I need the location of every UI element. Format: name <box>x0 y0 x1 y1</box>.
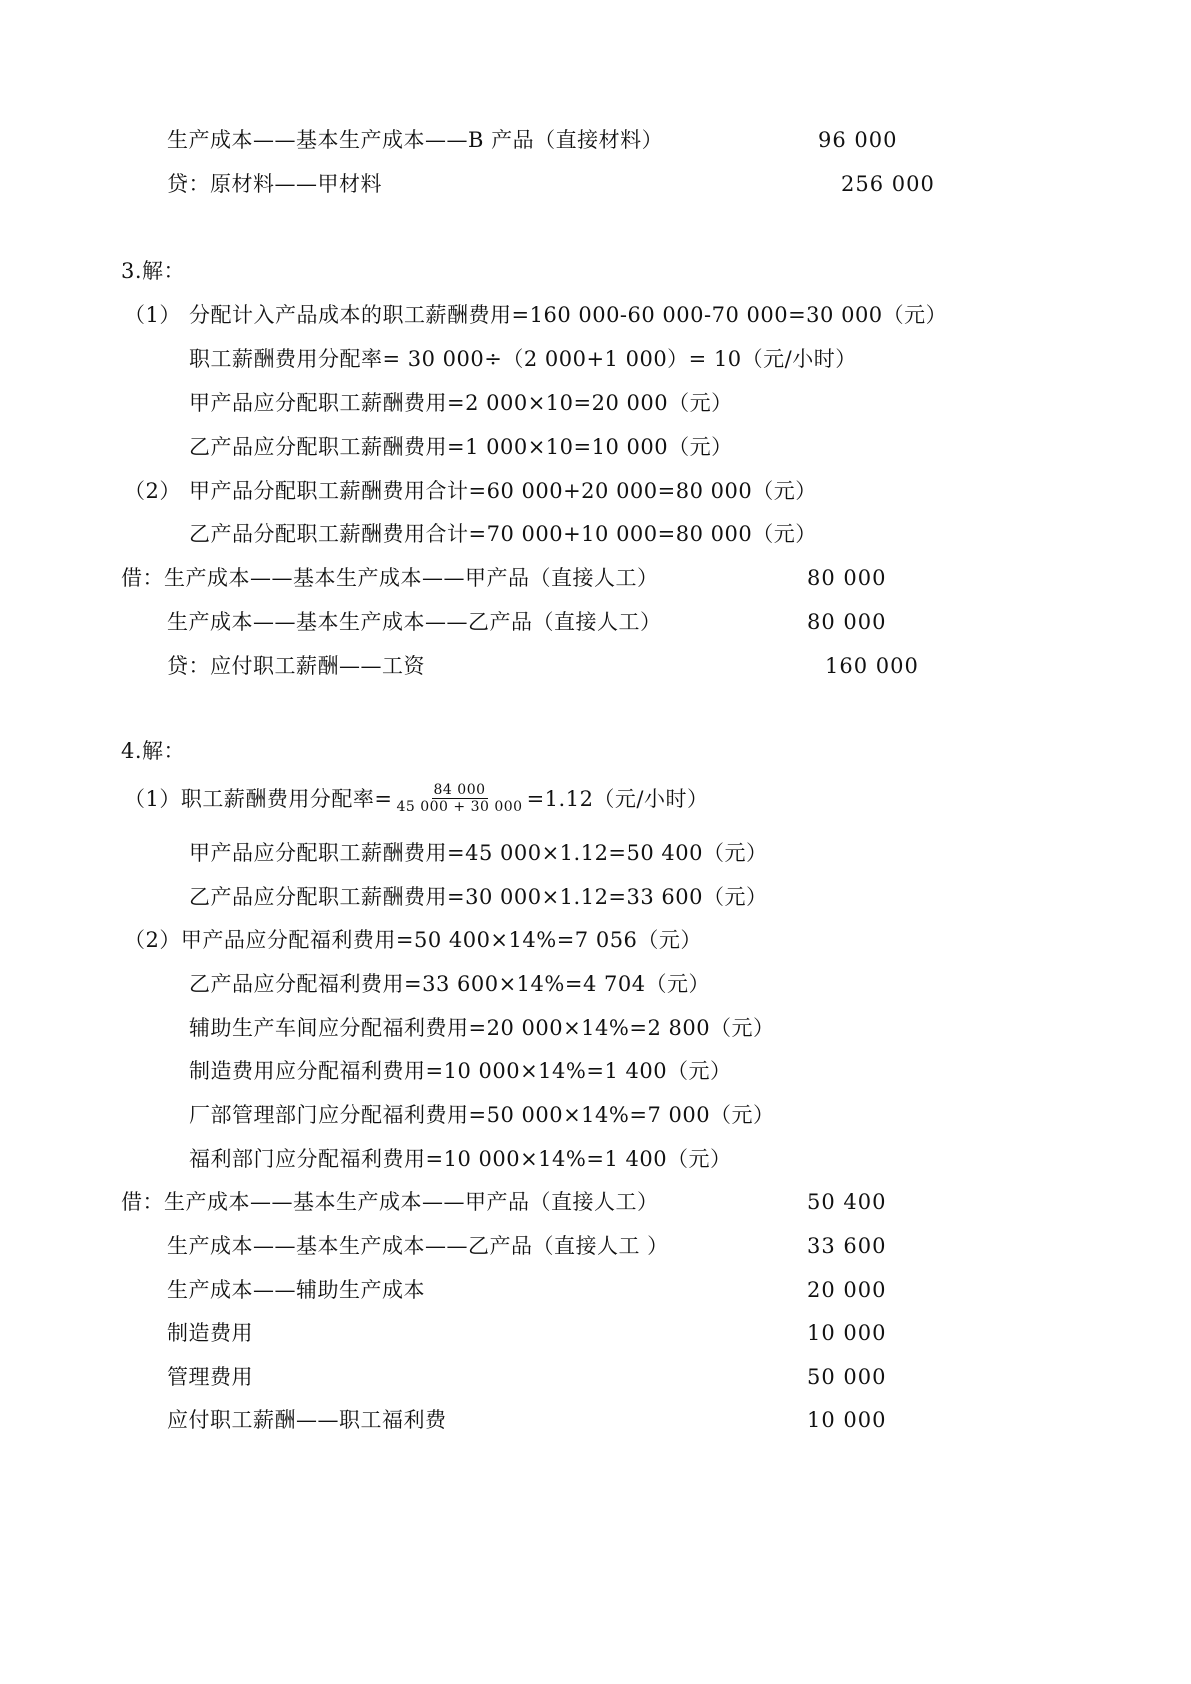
section4-part2-line3: 辅助生产车间应分配福利费用=20 000×14%=2 800（元） <box>189 1016 775 1040</box>
section3-part1-line3: 甲产品应分配职工薪酬费用=2 000×10=20 000（元） <box>189 391 733 415</box>
section4-rate-prefix: （1）职工薪酬费用分配率= <box>124 787 393 811</box>
section3-debit2: 生产成本——基本生产成本——乙产品（直接人工） <box>167 610 662 634</box>
section3-part1-marker: （1） <box>124 303 181 327</box>
section4-entry-label: 制造费用 <box>167 1321 253 1345</box>
section4-entry-label: 应付职工薪酬——职工福利费 <box>167 1408 447 1432</box>
section4-heading: 4.解： <box>121 739 186 763</box>
section4-entry-label: 生产成本——辅助生产成本 <box>167 1278 425 1302</box>
section4-entry-label: 借：生产成本——基本生产成本——甲产品（直接人工） <box>121 1190 659 1214</box>
section4-part1-line3: 乙产品应分配职工薪酬费用=30 000×1.12=33 600（元） <box>189 885 768 909</box>
section3-debit1-amount: 80 000 <box>807 566 887 590</box>
credit-line-raw-material: 贷：原材料——甲材料 <box>167 172 382 196</box>
section3-part1-line2: 职工薪酬费用分配率= 30 000÷（2 000+1 000）= 10（元/小时） <box>189 347 857 371</box>
section4-part2-line2: 乙产品应分配福利费用=33 600×14%=4 704（元） <box>189 972 711 996</box>
credit-amount-raw-material: 256 000 <box>841 172 935 196</box>
section3-part1-line4: 乙产品应分配职工薪酬费用=1 000×10=10 000（元） <box>189 435 733 459</box>
section3-credit: 贷：应付职工薪酬——工资 <box>167 654 425 678</box>
section4-entry-amount: 10 000 <box>807 1321 887 1345</box>
section4-entry-amount: 50 000 <box>807 1365 887 1389</box>
entry-amount-b-product: 96 000 <box>818 128 898 152</box>
section4-entry-amount: 10 000 <box>807 1408 887 1432</box>
section4-part1-line2: 甲产品应分配职工薪酬费用=45 000×1.12=50 400（元） <box>189 841 768 865</box>
rate-fraction <box>394 782 524 815</box>
section4-entry-amount: 20 000 <box>807 1278 887 1302</box>
section3-part2-line2: 乙产品分配职工薪酬费用合计=70 000+10 000=80 000（元） <box>189 522 817 546</box>
section4-part2-line6: 福利部门应分配福利费用=10 000×14%=1 400（元） <box>189 1147 732 1171</box>
entry-line-b-product: 生产成本——基本生产成本——B 产品（直接材料） <box>167 128 664 152</box>
section4-entry-amount: 33 600 <box>807 1234 887 1258</box>
section3-debit2-amount: 80 000 <box>807 610 887 634</box>
section3-credit-amount: 160 000 <box>825 654 919 678</box>
section4-entry-amount: 50 400 <box>807 1190 887 1214</box>
section4-part2-line1: （2）甲产品应分配福利费用=50 400×14%=7 056（元） <box>124 928 702 952</box>
section3-part2-marker: （2） <box>124 479 181 503</box>
section3-part1-line1: 分配计入产品成本的职工薪酬费用=160 000-60 000-70 000=30 000（元） <box>189 303 948 327</box>
rate-fraction-denominator: 45 000 + 30 000 <box>396 799 523 815</box>
rate-fraction-numerator: 84 000 <box>433 782 486 798</box>
section4-part1-line1 <box>124 784 709 817</box>
section4-part2-line4: 制造费用应分配福利费用=10 000×14%=1 400（元） <box>189 1059 732 1083</box>
section3-part2-line1: 甲产品分配职工薪酬费用合计=60 000+20 000=80 000（元） <box>189 479 817 503</box>
section3-heading: 3.解： <box>121 259 186 283</box>
section3-debit1: 借：生产成本——基本生产成本——甲产品（直接人工） <box>121 566 659 590</box>
section4-part2-line5: 厂部管理部门应分配福利费用=50 000×14%=7 000（元） <box>189 1103 775 1127</box>
section4-entry-label: 生产成本——基本生产成本——乙产品（直接人工 ） <box>167 1234 669 1258</box>
section4-rate-suffix: =1.12（元/小时） <box>526 787 709 811</box>
section4-entry-label: 管理费用 <box>167 1365 253 1389</box>
